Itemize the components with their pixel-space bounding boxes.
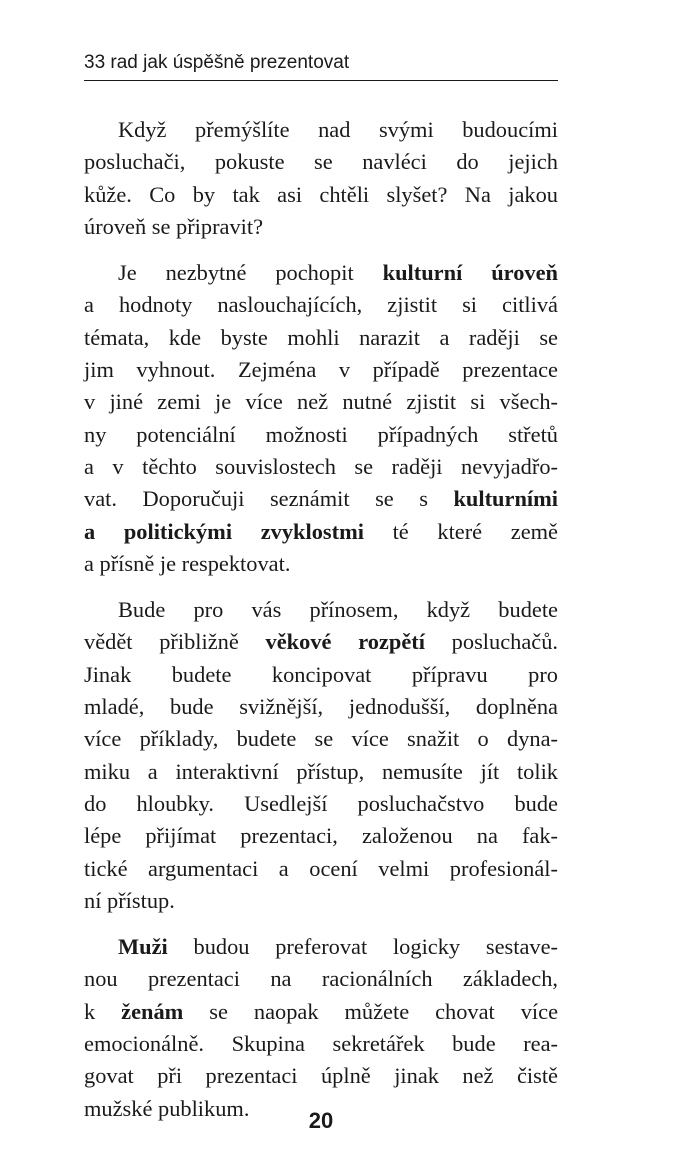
text-line: [84, 691, 558, 723]
emphasis-text: Muži: [118, 934, 168, 960]
text-line: [84, 114, 558, 146]
text-run: Když přemýšlíte nad svými budoucími: [118, 117, 558, 142]
text-run: kůže. Co by tak asi chtěli slyšet? Na jakou: [84, 181, 558, 207]
text-run: ny potenciální možnosti případných střetů: [84, 421, 558, 447]
text-run: vat. Doporučuji seznámit se s: [84, 486, 454, 512]
text-line: [84, 594, 558, 626]
text-run: posluchačů.: [424, 629, 558, 655]
paragraph: [84, 257, 558, 580]
text-line: [84, 885, 558, 917]
text-run: emocionálně. Skupina sekretářek bude rea-: [84, 1031, 558, 1057]
emphasis-text: věkové rozpětí: [265, 629, 425, 655]
text-line: [84, 322, 558, 354]
text-line: [84, 548, 558, 580]
text-line: [84, 626, 558, 658]
emphasis-text: kulturní úroveň: [382, 260, 558, 286]
text-line: [84, 451, 558, 483]
text-line: [84, 723, 558, 755]
text-line: [84, 257, 558, 289]
text-line: [84, 179, 558, 211]
text-run: úroveň se připravit?: [84, 213, 264, 239]
text-run: k: [84, 998, 122, 1024]
text-line: [84, 756, 558, 788]
text-run: té které země: [363, 518, 558, 544]
text-line: [84, 289, 558, 321]
running-header: [84, 52, 558, 81]
text-run: více příklady, budete se více snažit o dyna-: [84, 726, 558, 752]
text-run: Jinak budete koncipovat přípravu pro: [84, 661, 558, 687]
paragraph: [84, 114, 558, 243]
text-line: [84, 659, 558, 691]
text-run: se naopak můžete chovat více: [183, 998, 559, 1024]
text-run: mladé, bude svižnější, jednodušší, doplněna: [84, 694, 558, 720]
text-run: ní přístup.: [84, 887, 175, 913]
text-line: [84, 788, 558, 820]
text-run: a přísně je respektovat.: [84, 550, 291, 576]
body-text: [84, 114, 558, 1139]
text-run: vědět přibližně: [84, 629, 266, 655]
text-run: do hloubky. Usedlejší posluchačstvo bude: [84, 790, 558, 816]
text-run: jim vyhnout. Zejména v případě prezentace: [84, 357, 558, 383]
text-run: a hodnoty naslouchajících, zjistit si citlivá: [84, 292, 558, 318]
emphasis-text: ženám: [121, 998, 184, 1024]
text-run: v jiné zemi je více než nutné zjistit si všech-: [84, 389, 558, 415]
text-line: [84, 354, 558, 386]
text-run: Je nezbytné pochopit: [118, 260, 383, 286]
text-line: [84, 1028, 558, 1060]
header-title: 33 rad jak úspěšně prezentovat: [84, 52, 350, 73]
text-run: miku a interaktivní přístup, nemusíte jít tolik: [84, 758, 558, 784]
paragraph: [84, 594, 558, 917]
text-run: témata, kde byste mohli narazit a raději se: [84, 324, 558, 350]
text-line: [84, 483, 558, 515]
text-line: [84, 820, 558, 852]
text-line: [84, 419, 558, 451]
text-line: [84, 211, 558, 243]
emphasis-text: a politickými zvyklostmi: [84, 518, 364, 544]
text-run: nou prezentaci na racionálních základech,: [84, 966, 558, 992]
text-run: tické argumentaci a ocení velmi profesionál-: [84, 855, 558, 881]
text-line: [84, 386, 558, 418]
text-line: [84, 996, 558, 1028]
text-run: a v těchto souvislostech se raději nevyjadřo-: [84, 453, 558, 479]
text-run: Bude pro vás přínosem, když budete: [118, 597, 558, 623]
text-line: [84, 516, 558, 548]
text-line: [84, 146, 558, 178]
text-line: [84, 853, 558, 885]
text-run: mužské publikum.: [84, 1095, 250, 1121]
text-run: posluchači, pokuste se navléci do jejich: [84, 149, 558, 175]
text-line: [84, 1060, 558, 1092]
page-number: 20: [308, 1108, 334, 1133]
text-line: [84, 963, 558, 995]
emphasis-text: kulturními: [453, 486, 558, 512]
text-run: govat při prezentaci úplně jinak než čistě: [84, 1063, 558, 1089]
paragraph: [84, 931, 558, 1125]
text-line: [84, 931, 558, 963]
text-run: lépe přijímat prezentaci, založenou na fak-: [84, 823, 558, 849]
text-run: budou preferovat logicky sestave-: [167, 934, 558, 960]
